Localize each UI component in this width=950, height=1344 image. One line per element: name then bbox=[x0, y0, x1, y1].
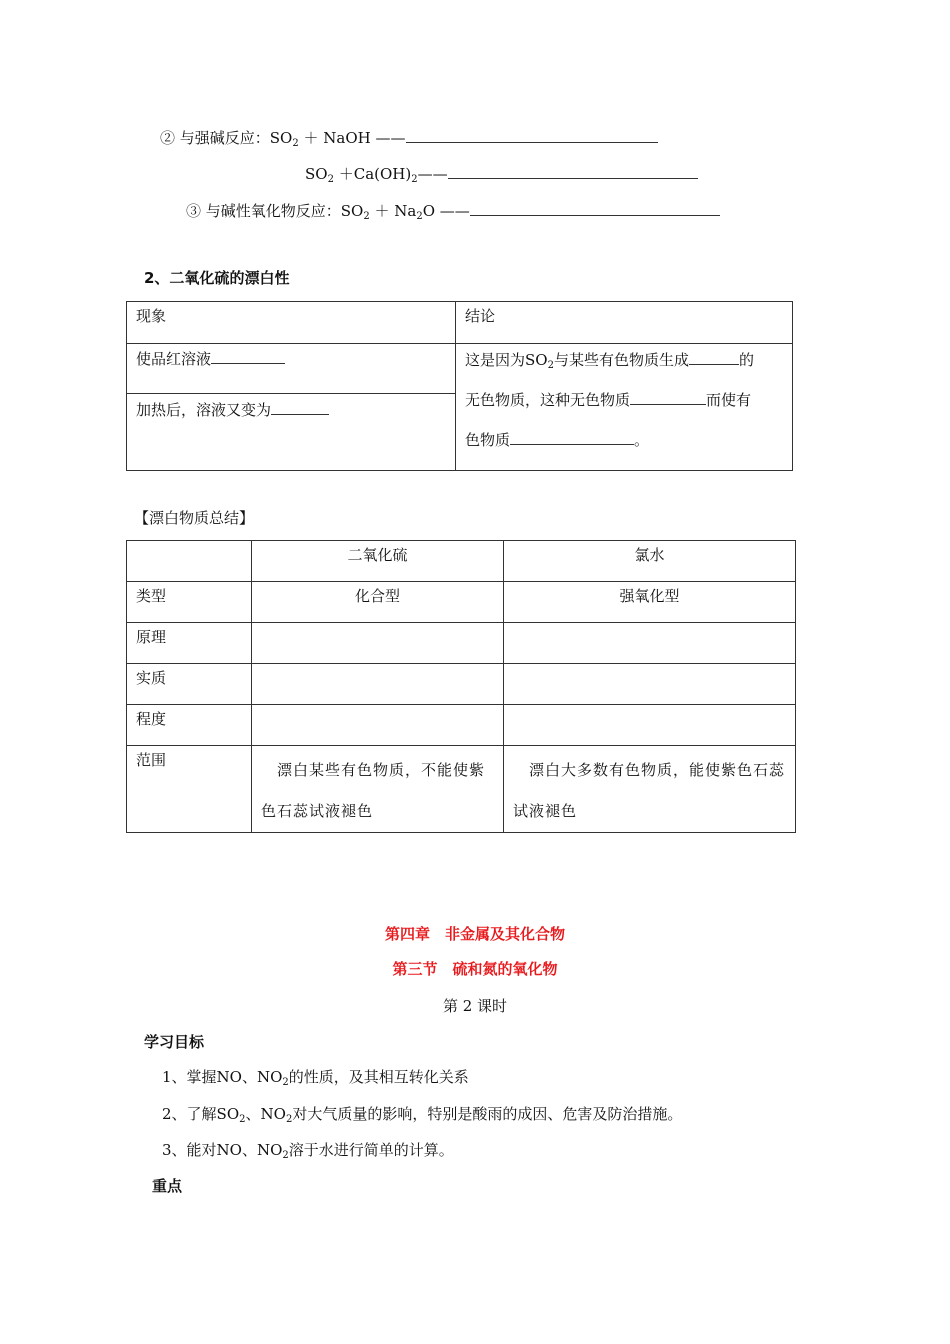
bleach-table bbox=[126, 301, 793, 471]
summary-corner-cell bbox=[127, 541, 252, 582]
answer-blank[interactable] bbox=[211, 349, 285, 364]
phenomenon-row-1: 使品红溶液 bbox=[127, 344, 455, 394]
goal-item-1: 1、掌握NO、$NO_2$的性质，及其相互转化关系 bbox=[162, 1068, 469, 1088]
section-title: 第三节 硫和氮的氧化物 bbox=[392, 960, 558, 978]
summary-row: 类型 化合型 强氧化型 bbox=[127, 582, 796, 623]
answer-blank[interactable] bbox=[689, 350, 739, 365]
answer-blank[interactable] bbox=[630, 390, 706, 405]
reaction-line-caoh2: $SO_2$ $+Ca(OH)_2——$ bbox=[305, 164, 698, 190]
summary-row: 实质 bbox=[127, 664, 796, 705]
header-conclusion: 结论 bbox=[456, 302, 793, 344]
phenomenon-row-2: 加热后，溶液又变为 bbox=[127, 394, 455, 420]
answer-blank[interactable] bbox=[470, 201, 720, 216]
summary-row: 程度 bbox=[127, 705, 796, 746]
summary-heading: 【漂白物质总结】 bbox=[134, 509, 255, 527]
goal-item-3: 3、能对NO、$NO_2$溶于水进行简单的计算。 bbox=[162, 1141, 454, 1161]
phenomenon-cell bbox=[127, 344, 456, 471]
chapter-title: 第四章 非金属及其化合物 bbox=[384, 925, 565, 943]
answer-blank[interactable] bbox=[448, 164, 698, 179]
summary-col-so2: 二氧化硫 bbox=[252, 541, 504, 582]
key-points-heading: 重点 bbox=[152, 1177, 183, 1195]
summary-row: 范围 漂白某些有色物质，不能使紫色石蕊试液褪色 漂白大多数有色物质，能使紫色石蕊试液褪色 bbox=[127, 746, 796, 833]
section-heading-bleaching: 2、二氧化硫的漂白性 bbox=[144, 269, 290, 287]
summary-col-chlorine-water: 氯水 bbox=[504, 541, 796, 582]
answer-blank[interactable] bbox=[271, 400, 329, 415]
answer-blank[interactable] bbox=[510, 430, 634, 445]
goals-heading: 学习目标 bbox=[144, 1033, 205, 1051]
header-phenomenon: 现象 bbox=[127, 302, 456, 344]
lesson-label: 第 2 课时 bbox=[442, 997, 508, 1015]
conclusion-cell: 这是因为$SO_2$与某些有色物质生成 的 无色物质，这种无色物质 而使有 色物质 。 bbox=[456, 344, 793, 471]
summary-row: 原理 bbox=[127, 623, 796, 664]
goal-item-2: 2、了解$SO_2$、$NO_2$对大气质量的影响，特别是酸雨的成因、危害及防治措施。 bbox=[162, 1105, 683, 1125]
reaction-line-na2o: ③ 与碱性氧化物反应：$SO_2 + Na_2O$ —— bbox=[186, 201, 720, 227]
reaction-line-naoh: ② 与强碱反应：$SO_2$ ＋ NaOH —— bbox=[160, 128, 658, 154]
summary-table bbox=[126, 540, 796, 833]
answer-blank[interactable] bbox=[406, 128, 658, 143]
